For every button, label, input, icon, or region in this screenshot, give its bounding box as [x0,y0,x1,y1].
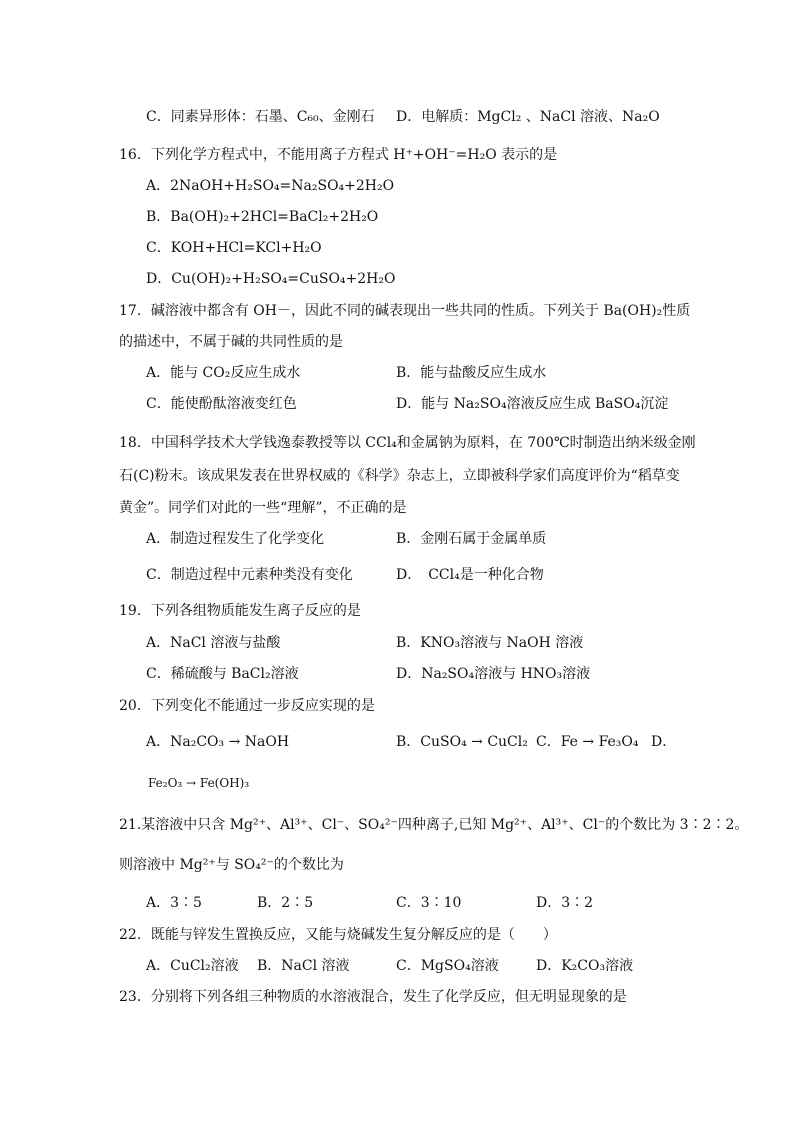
question-18-line3: 黄金”。同学们对此的一些“理解”，不正确的是 [119,500,407,516]
question-20: 20．下列变化不能通过一步反应实现的是 [119,698,375,714]
q16-option-a: A．2NaOH+H₂SO₄=Na₂SO₄+2H₂O [146,178,395,194]
q21-option-b: B．2∶5 [257,895,314,911]
question-16: 16．下列化学方程式中，不能用离子方程式 H⁺+OH⁻=H₂O 表示的是 [119,147,558,163]
question-21-line1: 21.某溶液中只含 Mg²⁺、Al³⁺、Cl⁻、SO₄²⁻四种离子,已知 Mg²⁺、Al³⁺、Cl⁻的个数比为 3∶2∶2。 [119,817,749,833]
q20-option-a: A．Na₂CO₃ → NaOH [146,734,290,750]
q19-option-c: C．稀硫酸与 BaCl₂溶液 [146,666,299,682]
question-18-line2: 石(C)粉末。该成果发表在世界权威的《科学》杂志上，立即被科学家们高度评价为“稻草变 [119,468,680,484]
q17-option-d: D．能与 Na₂SO₄溶液反应生成 BaSO₄沉淀 [396,396,669,412]
question-18-line1: 18．中国科学技术大学钱逸泰教授等以 CCl₄和金属钠为原料，在 700℃时制造出纳米级金刚 [119,435,696,451]
q21-option-d: D．3∶2 [536,895,594,911]
question-21-line2: 则溶液中 Mg²⁺与 SO₄²⁻的个数比为 [119,857,344,873]
q20-option-d-label: D． [651,734,677,750]
q18-option-d: D． CCl₄是一种化合物 [396,567,544,583]
q21-option-c: C．3∶10 [396,895,462,911]
q15-option-d: D．电解质：MgCl₂ 、NaCl 溶液、Na₂O [396,109,660,125]
question-17-line1: 17．碱溶液中都含有 OH－，因此不同的碱表现出一些共同的性质。下列关于 Ba(OH)₂性质 [119,303,691,319]
q17-option-a: A．能与 CO₂反应生成水 [146,365,301,381]
q22-option-d: D．K₂CO₃溶液 [536,958,634,974]
q15-option-c: C．同素异形体：石墨、C₆₀、金刚石 [146,109,375,125]
question-17-line2: 的描述中，不属于碱的共同性质的是 [119,334,343,350]
q21-option-a: A．3∶5 [146,895,202,911]
q22-option-a: A．CuCl₂溶液 [146,958,239,974]
question-23: 23．分别将下列各组三种物质的水溶液混合，发生了化学反应，但无明显现象的是 [119,989,627,1005]
q22-option-c: C．MgSO₄溶液 [396,958,499,974]
q17-option-c: C．能使酚酞溶液变红色 [146,396,297,412]
q16-option-d: D．Cu(OH)₂+H₂SO₄=CuSO₄+2H₂O [146,271,396,287]
q20-option-b: B．CuSO₄ → CuCl₂ [396,734,528,750]
q16-option-b: B．Ba(OH)₂+2HCl=BaCl₂+2H₂O [146,209,379,225]
q19-option-a: A．NaCl 溶液与盐酸 [146,635,281,651]
q18-option-b: B．金刚石属于金属单质 [396,531,547,547]
question-19: 19．下列各组物质能发生离子反应的是 [119,603,361,619]
q18-option-a: A．制造过程发生了化学变化 [146,531,325,547]
question-22: 22．既能与锌发生置换反应，又能与烧碱发生复分解反应的是（ ） [119,927,557,943]
q18-option-c: C．制造过程中元素种类没有变化 [146,567,353,583]
q20-option-d: Fe₂O₃ → Fe(OH)₃ [148,776,250,790]
q19-option-d: D．Na₂SO₄溶液与 HNO₃溶液 [396,666,591,682]
q22-option-b: B．NaCl 溶液 [257,958,350,974]
q19-option-b: B．KNO₃溶液与 NaOH 溶液 [396,635,584,651]
q20-option-c: C．Fe → Fe₃O₄ [536,734,639,750]
q17-option-b: B．能与盐酸反应生成水 [396,365,547,381]
q16-option-c: C．KOH+HCl=KCl+H₂O [146,240,322,256]
